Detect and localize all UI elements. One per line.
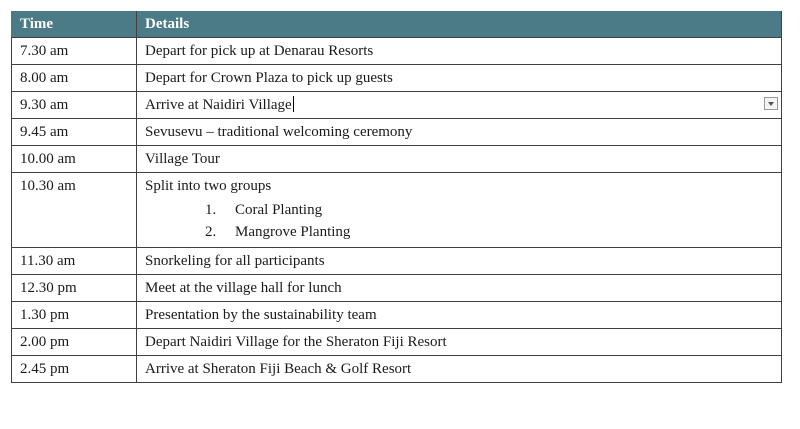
list-item	[145, 199, 781, 221]
table-row	[12, 119, 782, 146]
details-cell[interactable]: Meet at the village hall for lunch	[137, 275, 782, 302]
chevron-down-icon[interactable]	[764, 97, 778, 110]
text-cursor	[293, 96, 294, 112]
details-cell[interactable]: Depart for Crown Plaza to pick up guests	[137, 65, 782, 92]
header-details: Details	[137, 12, 782, 38]
table-row	[12, 329, 782, 356]
list-text: Coral Planting	[235, 202, 323, 218]
header-time: Time	[12, 12, 137, 38]
list-number: 1.	[205, 202, 217, 218]
time-cell[interactable]: 9.30 am	[12, 92, 137, 119]
table-row	[12, 92, 782, 119]
time-cell[interactable]: 8.00 am	[12, 65, 137, 92]
time-cell[interactable]: 10.30 am	[12, 173, 137, 248]
time-cell[interactable]: 2.00 pm	[12, 329, 137, 356]
table-row	[12, 302, 782, 329]
details-cell-active[interactable]	[137, 92, 782, 119]
details-cell[interactable]: Snorkeling for all participants	[137, 248, 782, 275]
details-cell[interactable]: Depart for pick up at Denarau Resorts	[137, 38, 782, 65]
details-cell[interactable]: Arrive at Sheraton Fiji Beach & Golf Resort	[137, 356, 782, 383]
details-cell[interactable]: Presentation by the sustainability team	[137, 302, 782, 329]
details-text: Arrive at Naidiri Village	[145, 97, 292, 113]
time-cell[interactable]: 11.30 am	[12, 248, 137, 275]
table-row	[12, 173, 782, 248]
group-list	[145, 199, 781, 243]
header-row	[12, 12, 782, 38]
table-body	[12, 38, 782, 383]
time-cell[interactable]: 1.30 pm	[12, 302, 137, 329]
time-cell[interactable]: 12.30 pm	[12, 275, 137, 302]
time-cell[interactable]: 10.00 am	[12, 146, 137, 173]
time-cell[interactable]: 2.45 pm	[12, 356, 137, 383]
table-header	[12, 12, 782, 38]
time-cell[interactable]: 9.45 am	[12, 119, 137, 146]
list-item	[145, 221, 781, 243]
schedule-table	[11, 11, 782, 383]
table-row	[12, 248, 782, 275]
details-cell[interactable]: Depart Naidiri Village for the Sheraton Fiji Resort	[137, 329, 782, 356]
table-row	[12, 65, 782, 92]
details-text: Split into two groups	[145, 178, 272, 194]
table-row	[12, 275, 782, 302]
details-cell[interactable]: Village Tour	[137, 146, 782, 173]
table-row	[12, 38, 782, 65]
table-row	[12, 356, 782, 383]
list-number: 2.	[205, 224, 217, 240]
details-cell[interactable]	[137, 173, 782, 248]
time-cell[interactable]: 7.30 am	[12, 38, 137, 65]
details-cell[interactable]: Sevusevu – traditional welcoming ceremony	[137, 119, 782, 146]
table-row	[12, 146, 782, 173]
list-text: Mangrove Planting	[235, 224, 351, 240]
